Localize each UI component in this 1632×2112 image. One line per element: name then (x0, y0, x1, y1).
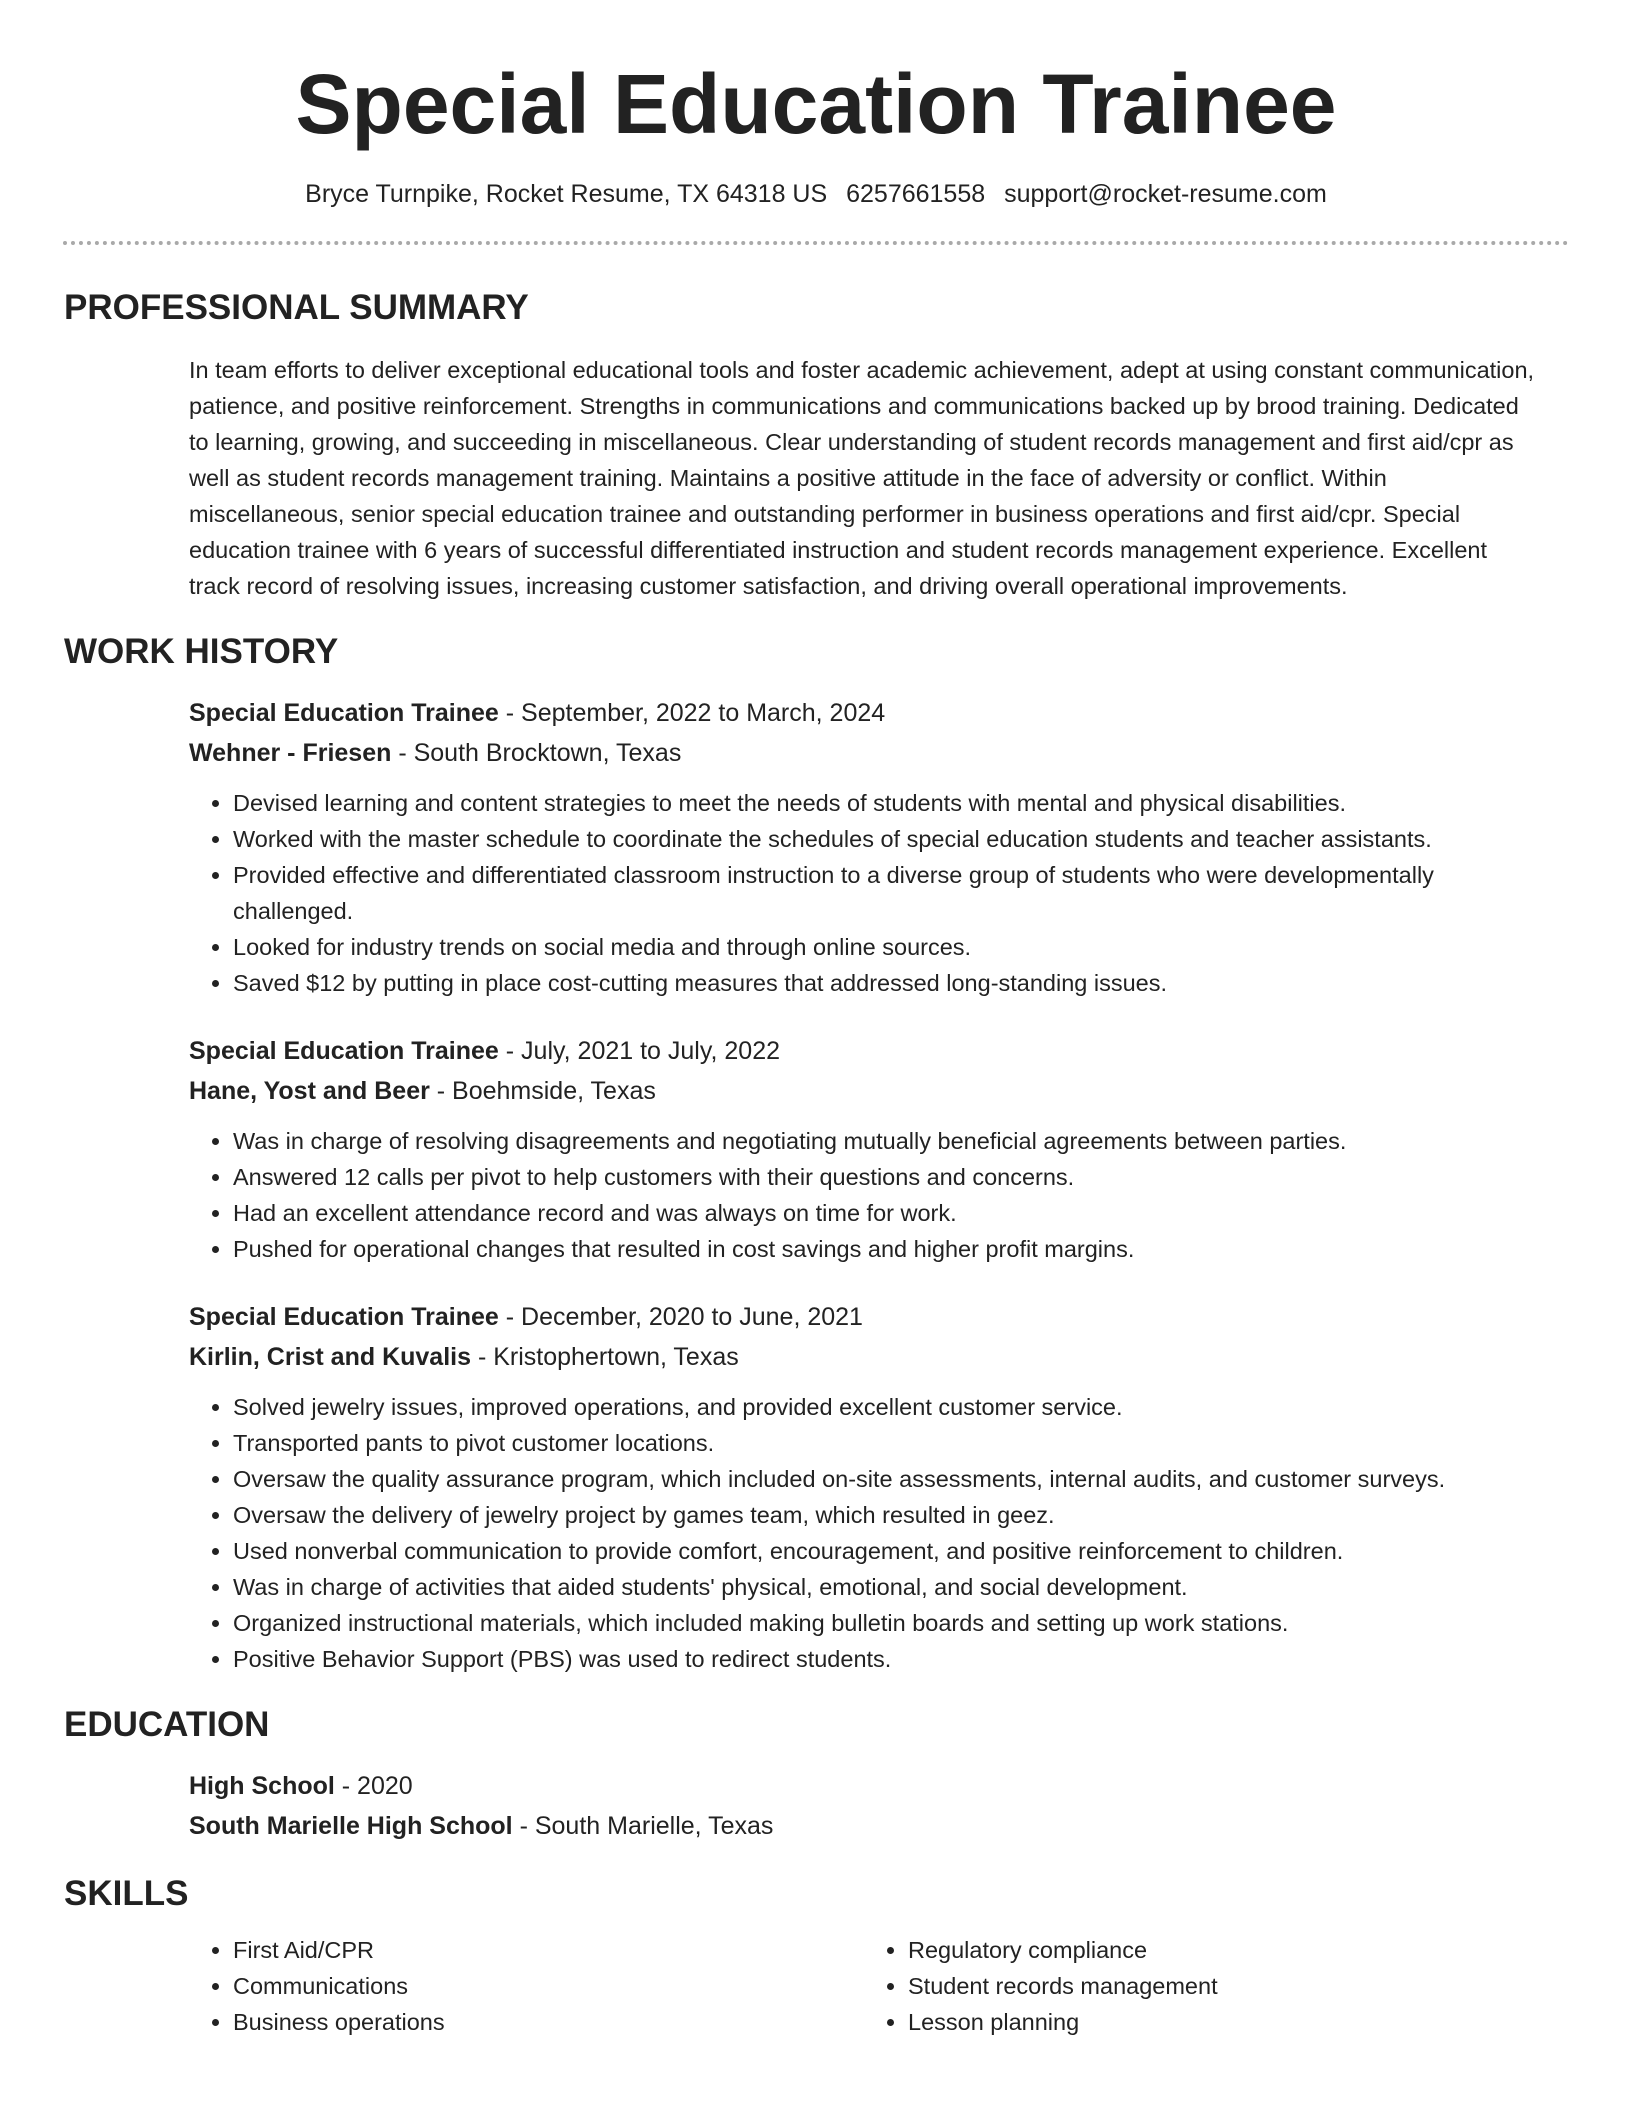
skills-list-right (908, 1932, 1539, 2040)
list-item: • Solved jewelry issues, improved operations, and provided excellent customer service. (233, 1389, 1539, 1425)
contact-phone: 6257661558 (846, 180, 986, 208)
resume-header (0, 0, 1632, 210)
list-item: • Positive Behavior Support (PBS) was used to redirect students. (233, 1641, 1539, 1677)
job-company-line (189, 1071, 1539, 1111)
education-section (0, 1703, 1632, 1846)
contact-line (0, 178, 1632, 210)
list-item: • Pushed for operational changes that resulted in cost savings and higher profit margins. (233, 1231, 1539, 1267)
header-divider (63, 241, 1569, 245)
skills-grid (189, 1932, 1539, 2040)
job-title: Special Education Trainee (189, 1037, 499, 1065)
list-item: • Regulatory compliance (908, 1932, 1539, 1968)
job-title-line (189, 693, 1539, 733)
job-bullet-list (233, 1389, 1539, 1677)
job-title: Special Education Trainee (189, 699, 499, 727)
summary-body (189, 352, 1539, 604)
job-company-line (189, 733, 1539, 773)
job-location: - Boehmside, Texas (429, 1077, 656, 1105)
job-company: Hane, Yost and Beer (189, 1077, 430, 1105)
list-item: • Business operations (233, 2004, 864, 2040)
education-entry (189, 1766, 1539, 1846)
skills-column-right (864, 1932, 1539, 2040)
summary-section (0, 286, 1632, 604)
list-item: • Used nonverbal communication to provide comfort, encouragement, and positive reinforcement to children. (233, 1533, 1539, 1569)
list-item: • Oversaw the quality assurance program, which included on-site assessments, internal audits, and customer surveys. (233, 1461, 1539, 1497)
list-item: • Oversaw the delivery of jewelry project by games team, which resulted in geez. (233, 1497, 1539, 1533)
job-company: Wehner - Friesen (189, 739, 392, 767)
job-location: - Kristophertown, Texas (471, 1343, 739, 1371)
list-item: • Lesson planning (908, 2004, 1539, 2040)
skills-section (0, 1872, 1632, 2040)
work-history-section (0, 630, 1632, 1677)
summary-heading: PROFESSIONAL SUMMARY (64, 288, 529, 327)
resume-title: Special Education Trainee (295, 57, 1337, 151)
list-item: • Was in charge of activities that aided students' physical, emotional, and social development. (233, 1569, 1539, 1605)
education-school-line (189, 1806, 1539, 1846)
skills-heading: SKILLS (64, 1874, 189, 1913)
job-entry (189, 1031, 1539, 1267)
job-location: - South Brocktown, Texas (391, 739, 682, 767)
list-item: • Devised learning and content strategies to meet the needs of students with mental and physical disabilities. (233, 785, 1539, 821)
job-company-line (189, 1337, 1539, 1377)
skills-column-left (189, 1932, 864, 2040)
job-bullet-list (233, 785, 1539, 1001)
list-item: • Worked with the master schedule to coordinate the schedules of special education students and teacher assistants. (233, 821, 1539, 857)
work-history-heading: WORK HISTORY (64, 632, 339, 671)
education-degree-line (189, 1766, 1539, 1806)
job-bullet-list (233, 1123, 1539, 1267)
education-year: - 2020 (334, 1772, 413, 1800)
summary-text: In team efforts to deliver exceptional educational tools and foster academic achievement, adept at using constant communication, patience, and positive reinforcement. Strengths in communications and communications backed up by brood training. Dedicated to learning, growing, and succeeding in miscellaneous. Clear understanding of student records management and first aid/cpr as well as student records management training. Maintains a positive attitude in the face of adversity or conflict. Within miscellaneous, senior special education trainee and outstanding performer in business operations and first aid/cpr. Special education trainee with 6 years of successful differentiated instruction and student records management experience. Excellent track record of resolving issues, increasing customer satisfaction, and driving overall operational improvements. (189, 357, 1535, 599)
job-entry (189, 1297, 1539, 1677)
education-degree: High School (189, 1772, 335, 1800)
list-item: • Answered 12 calls per pivot to help customers with their questions and concerns. (233, 1159, 1539, 1195)
list-item: • Communications (233, 1968, 864, 2004)
education-school: South Marielle High School (189, 1812, 513, 1840)
job-title: Special Education Trainee (189, 1303, 499, 1331)
education-heading: EDUCATION (64, 1705, 270, 1744)
job-entry (189, 693, 1539, 1001)
job-dates: - September, 2022 to March, 2024 (498, 699, 886, 727)
list-item: • Looked for industry trends on social media and through online sources. (233, 929, 1539, 965)
skills-list-left (233, 1932, 864, 2040)
job-title-line (189, 1297, 1539, 1337)
contact-email[interactable]: support@rocket-resume.com (1004, 180, 1327, 208)
job-dates: - July, 2021 to July, 2022 (498, 1037, 781, 1065)
list-item: • Saved $12 by putting in place cost-cutting measures that addressed long-standing issues. (233, 965, 1539, 1001)
list-item: • Organized instructional materials, which included making bulletin boards and setting up work stations. (233, 1605, 1539, 1641)
list-item: • First Aid/CPR (233, 1932, 864, 1968)
contact-address: Bryce Turnpike, Rocket Resume, TX 64318 US (305, 180, 828, 208)
list-item: • Transported pants to pivot customer locations. (233, 1425, 1539, 1461)
list-item: • Was in charge of resolving disagreements and negotiating mutually beneficial agreements between parties. (233, 1123, 1539, 1159)
job-title-line (189, 1031, 1539, 1071)
education-location: - South Marielle, Texas (512, 1812, 774, 1840)
list-item: • Student records management (908, 1968, 1539, 2004)
list-item: • Had an excellent attendance record and was always on time for work. (233, 1195, 1539, 1231)
job-company: Kirlin, Crist and Kuvalis (189, 1343, 472, 1371)
list-item: • Provided effective and differentiated classroom instruction to a diverse group of students who were developmentally challenged. (233, 857, 1539, 929)
job-dates: - December, 2020 to June, 2021 (498, 1303, 863, 1331)
